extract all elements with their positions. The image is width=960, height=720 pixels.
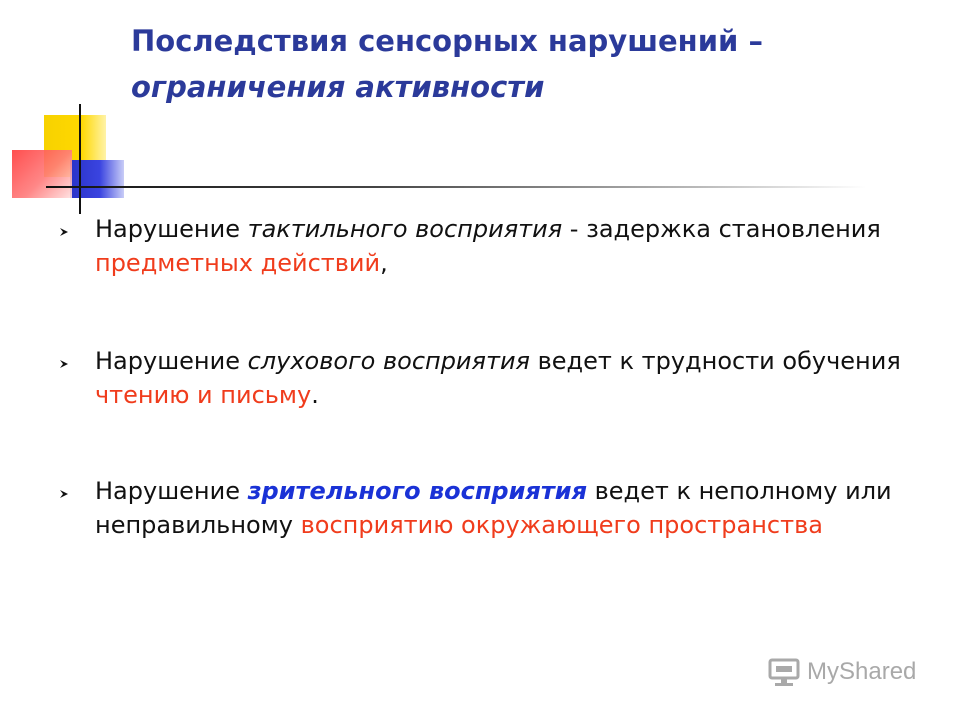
bullet-text-emphasis: зрительного восприятия: [247, 477, 587, 505]
bullet-text-italic: тактильного восприятия: [247, 215, 563, 243]
arrowhead-bullet-icon: [58, 358, 70, 370]
watermark-text: MyShared: [807, 658, 917, 685]
bullet-item: [58, 344, 918, 412]
bullet-text-plain: Нарушение: [95, 215, 248, 243]
bullet-text-highlight: чтению и письму: [95, 381, 312, 409]
bullet-text-plain: - задержка становления: [562, 215, 881, 243]
myshared-logo-icon: [767, 656, 803, 688]
bullet-list: [58, 212, 918, 606]
arrowhead-bullet-icon: [58, 226, 70, 238]
bullet-text-punct: ,: [380, 249, 388, 277]
bullet-text-highlight: предметных действий: [95, 249, 381, 277]
bullet-text-plain: Нарушение: [95, 477, 248, 505]
title-line-2: ограничения активности: [131, 70, 545, 104]
slide-title: [131, 18, 931, 110]
title-line-1: Последствия сенсорных нарушений –: [131, 24, 763, 58]
decor-vertical-line: [79, 104, 81, 214]
bullet-item: [58, 212, 918, 280]
bullet-text-plain: Нарушение: [95, 347, 248, 375]
bullet-item: [58, 474, 918, 542]
myshared-watermark: [767, 656, 927, 690]
arrowhead-bullet-icon: [58, 488, 70, 500]
bullet-text-punct: .: [311, 381, 319, 409]
decor-red-square: [12, 150, 72, 198]
bullet-text-highlight: восприятию окружающего пространства: [300, 511, 823, 539]
decor-horizontal-rule: [46, 186, 866, 188]
bullet-text-italic: слухового восприятия: [247, 347, 530, 375]
bullet-text-plain: ведет к трудности обучения: [529, 347, 901, 375]
bullet-text-plain: ведет к неполному или неправильному: [95, 477, 892, 539]
